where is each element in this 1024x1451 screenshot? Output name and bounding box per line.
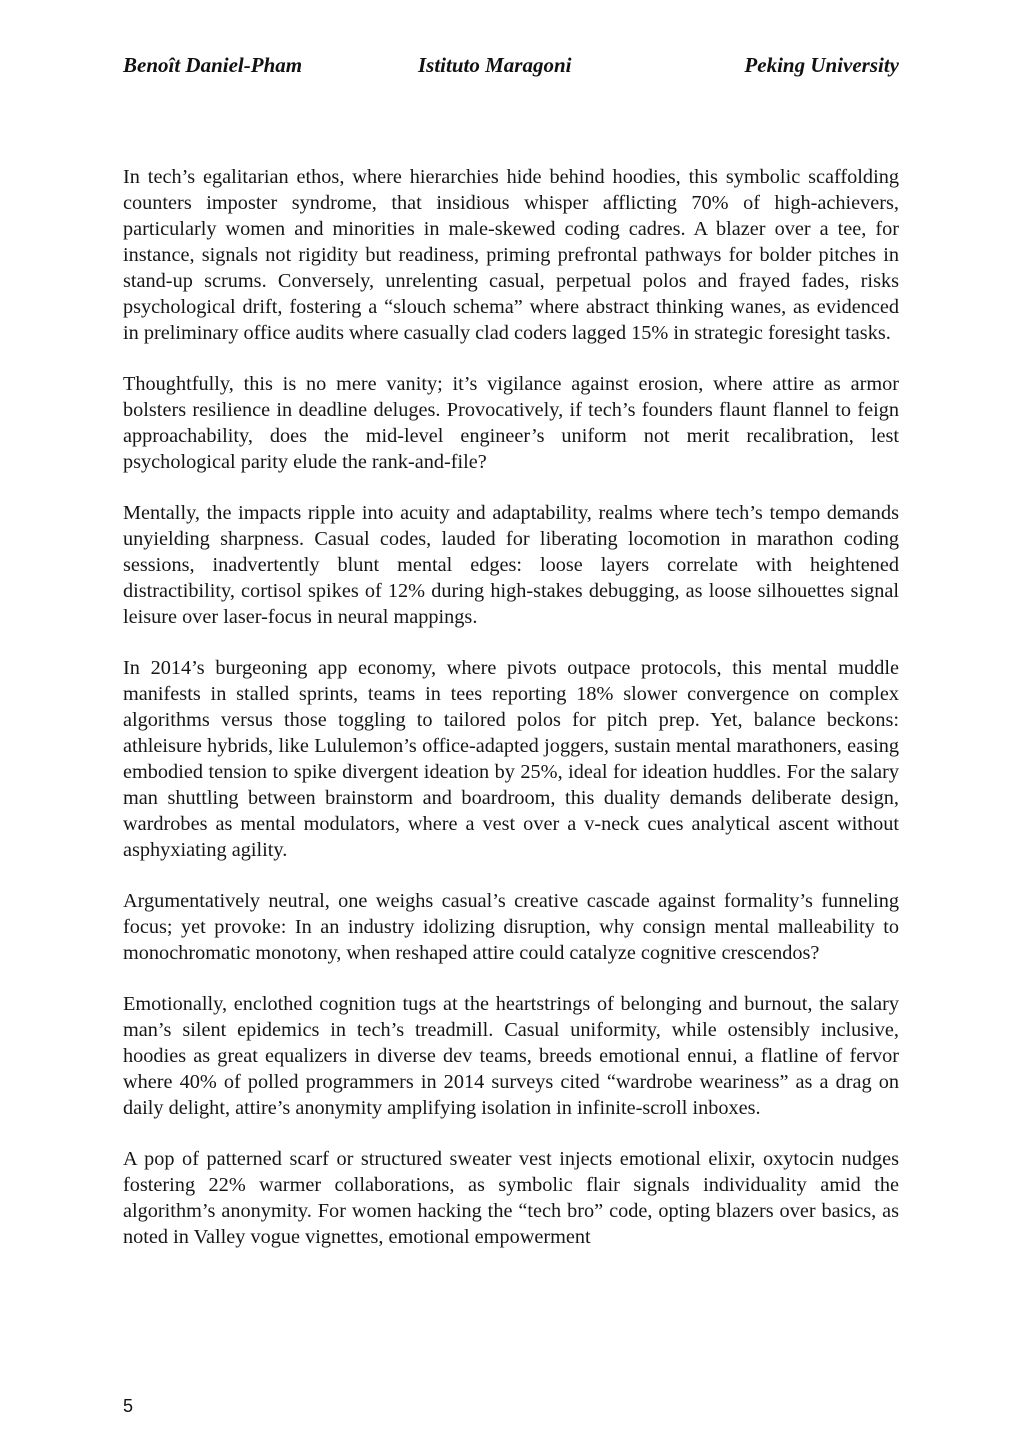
paragraph-5: Argumentatively neutral, one weighs casual’s creative cascade against formality’s funneling focus; yet provoke: In an industry idolizing disruption, why consign mental malleability to monochromatic monotony, when reshaped attire could catalyze cognitive crescendos? xyxy=(123,890,899,964)
page-header xyxy=(123,50,899,80)
body-text xyxy=(123,164,899,1275)
paragraph-7: A pop of patterned scarf or structured sweater vest injects emotional elixir, oxytocin nudges fostering 22% warmer collaborations, as symbolic flair signals individuality amid the algorithm’s anonymity. For women hacking the “tech bro” code, opting blazers over basics, as noted in Valley vogue vignettes, emotional empowerment xyxy=(123,1148,899,1248)
header-institution-2: Peking University xyxy=(744,53,899,77)
paragraph-1: In tech’s egalitarian ethos, where hierarchies hide behind hoodies, this symbolic scaffolding counters imposter syndrome, that insidious whisper afflicting 70% of high-achievers, particularly women and minorities in male-skewed coding cadres. A blazer over a tee, for instance, signals not rigidity but readiness, priming prefrontal pathways for bolder pitches in stand-up scrums. Conversely, unrelenting casual, perpetual polos and frayed fades, risks psychological drift, fostering a “slouch schema” where abstract thinking wanes, as evidenced in preliminary office audits where casually clad coders lagged 15% in strategic foresight tasks. xyxy=(123,166,899,344)
paragraph-2: Thoughtfully, this is no mere vanity; it’s vigilance against erosion, where attire as armor bolsters resilience in deadline deluges. Provocatively, if tech’s founders flaunt flannel to feign approachability, does the mid-level engineer’s uniform not merit recalibration, lest psychological parity elude the rank-and-file? xyxy=(123,373,899,473)
header-author: Benoît Daniel-Pham xyxy=(123,53,303,77)
paragraph-6: Emotionally, enclothed cognition tugs at the heartstrings of belonging and burnout, the salary man’s silent epidemics in tech’s treadmill. Casual uniformity, while ostensibly inclusive, hoodies as great equalizers in diverse dev teams, breeds emotional ennui, a flatline of fervor where 40% of polled programmers in 2014 surveys cited “wardrobe weariness” as a drag on daily delight, attire’s anonymity amplifying isolation in infinite-scroll inboxes. xyxy=(123,993,899,1119)
header-institution-1: Istituto Maragoni xyxy=(418,53,572,77)
paragraph-4: In 2014’s burgeoning app economy, where pivots outpace protocols, this mental muddle manifests in stalled sprints, teams in tees reporting 18% slower convergence on complex algorithms versus those toggling to tailored polos for pitch prep. Yet, balance beckons: athleisure hybrids, like Lululemon’s office-adapted joggers, sustain mental marathoners, easing embodied tension to spike divergent ideation by 25%, ideal for ideation huddles. For the salary man shuttling between brainstorm and boardroom, this duality demands deliberate design, wardrobes as mental modulators, where a vest over a v-neck cues analytical ascent without asphyxiating agility. xyxy=(123,657,899,861)
paragraph-3: Mentally, the impacts ripple into acuity and adaptability, realms where tech’s tempo demands unyielding sharpness. Casual codes, lauded for liberating locomotion in marathon coding sessions, inadvertently blunt mental edges: loose layers correlate with heightened distractibility, cortisol spikes of 12% during high-stakes debugging, as loose silhouettes signal leisure over laser-focus in neural mappings. xyxy=(123,502,899,628)
page-number: 5 xyxy=(123,1396,134,1416)
